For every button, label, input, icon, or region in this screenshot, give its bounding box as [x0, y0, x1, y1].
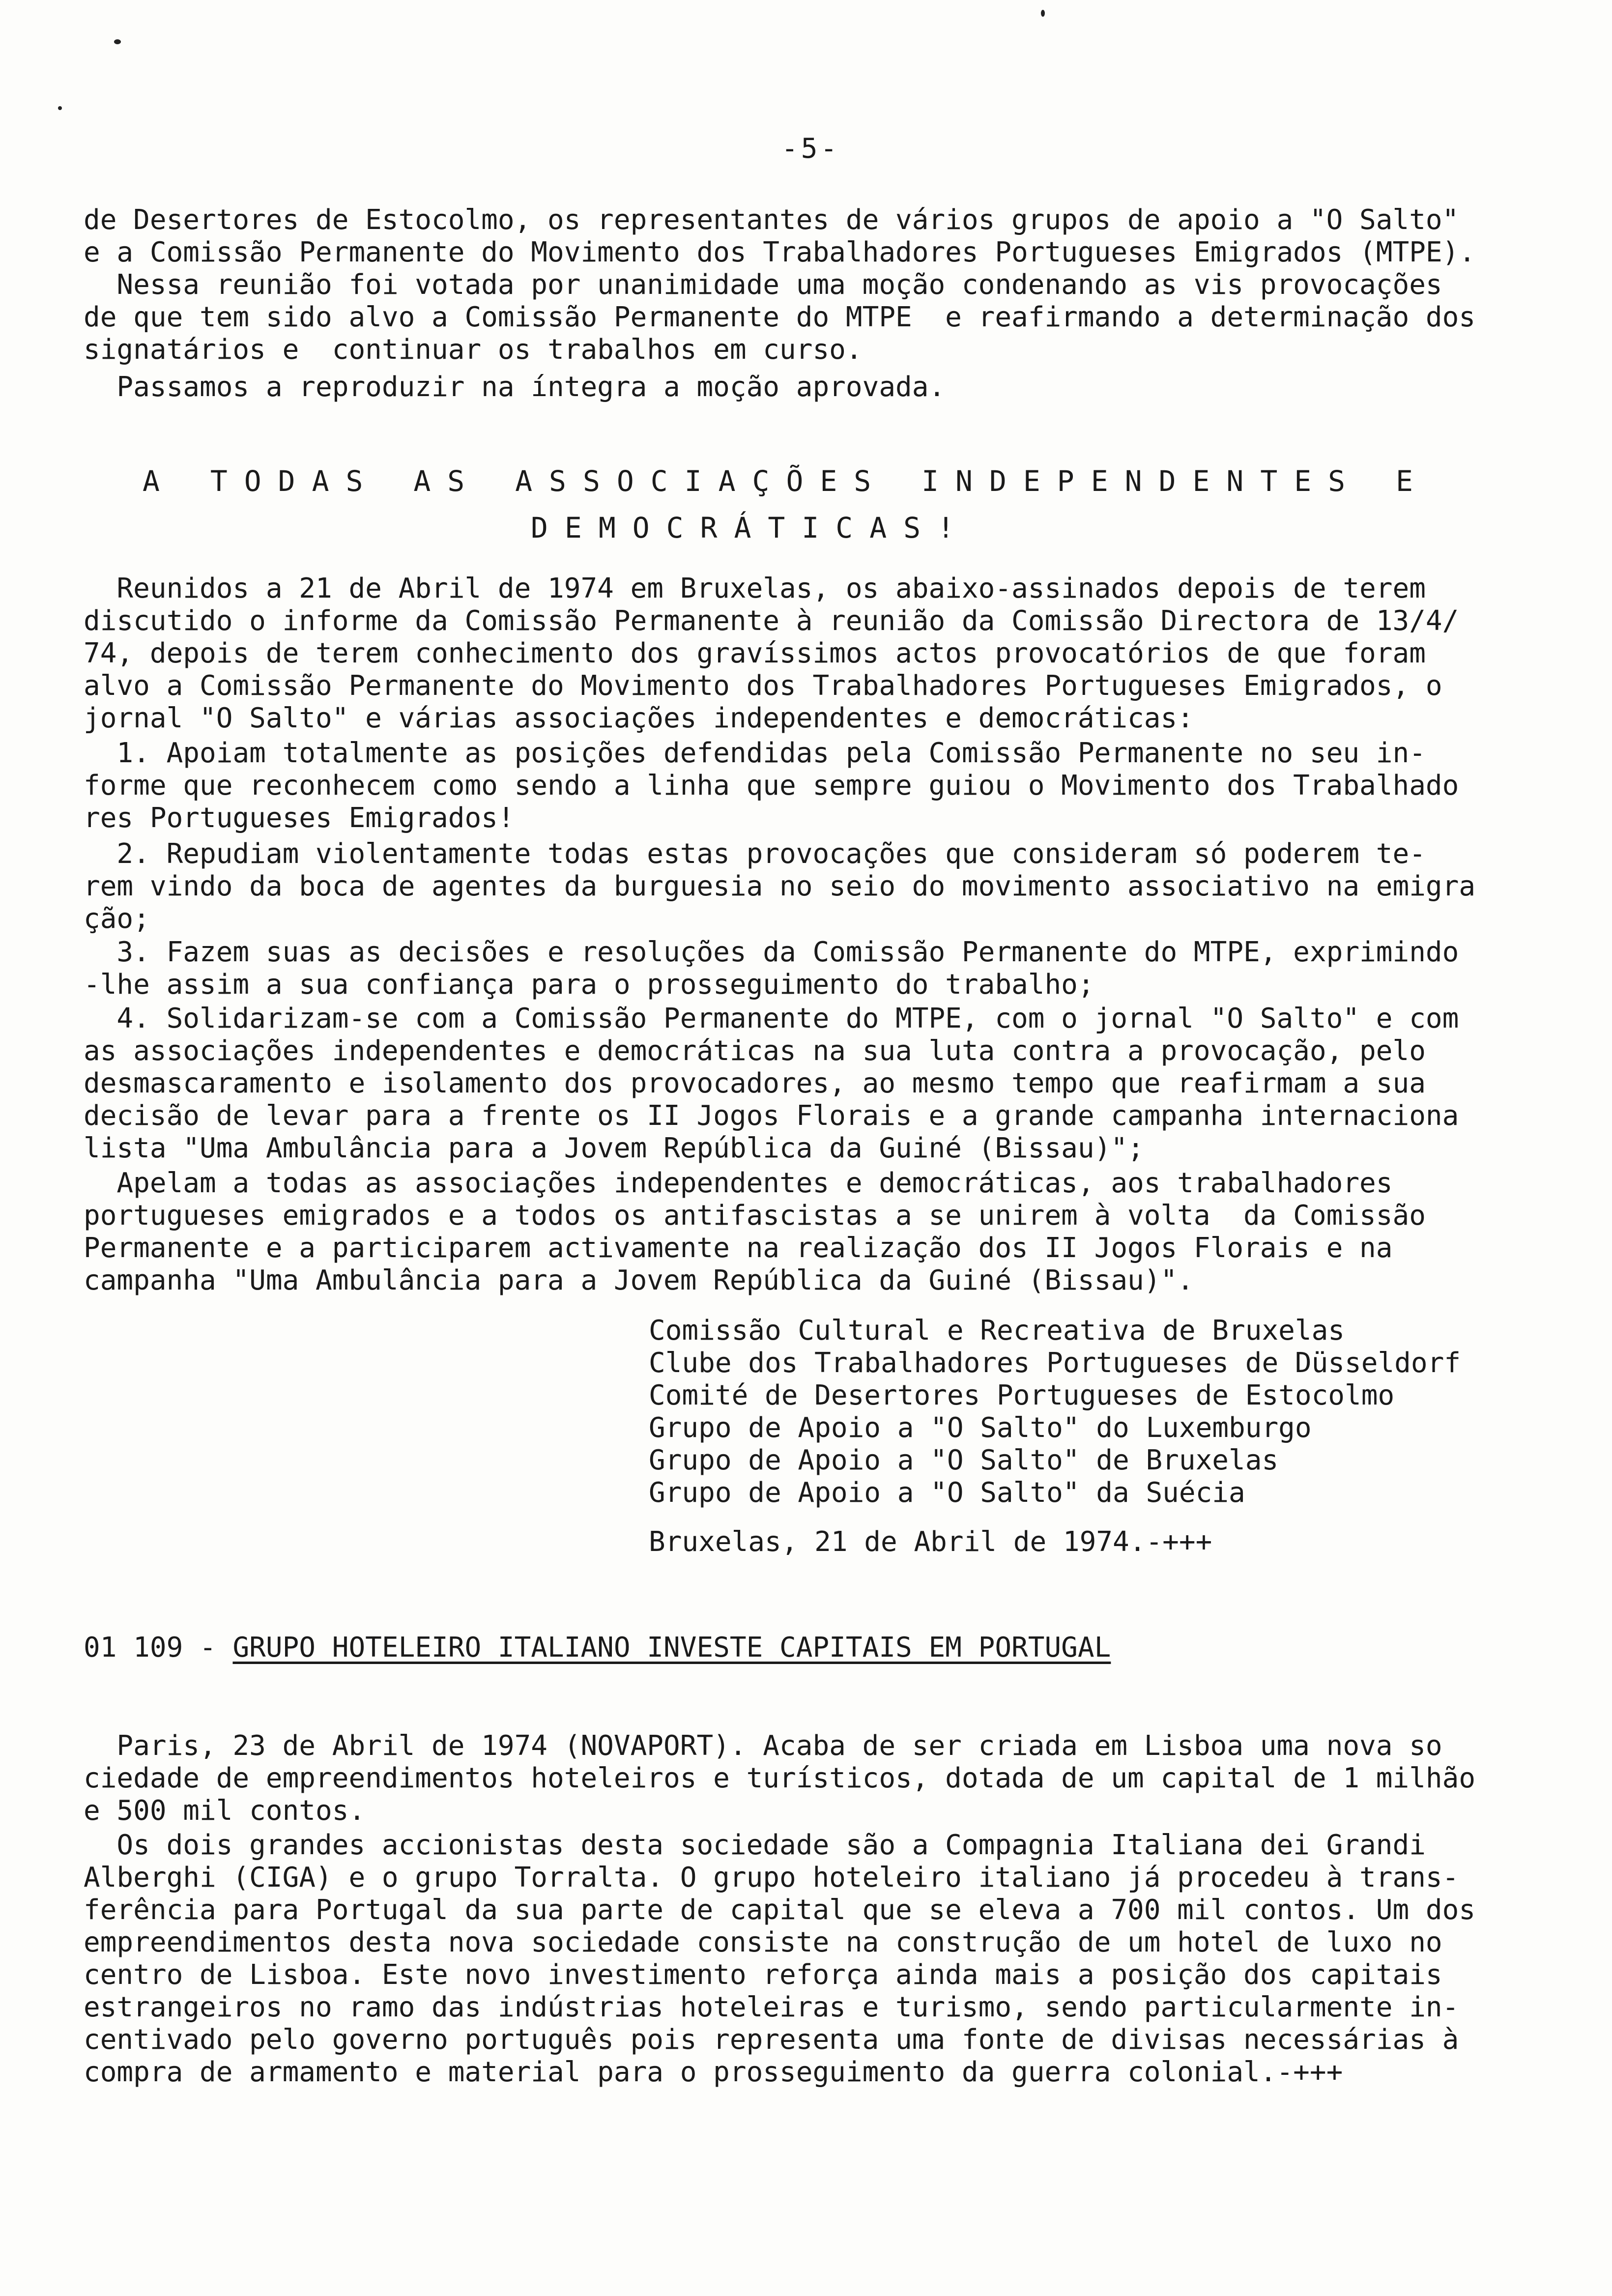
motion-line: ção; — [84, 903, 150, 935]
motion-line: lista "Uma Ambulância para a Jovem República da Guiné (Bissau)"; — [84, 1132, 1144, 1164]
scan-speck — [114, 39, 121, 44]
article-line: centivado pelo governo português pois representa uma fonte de divisas necessárias à — [84, 2024, 1459, 2056]
article-line: ciedade de empreendimentos hoteleiros e turísticos, dotada de um capital de 1 milhão — [84, 1762, 1476, 1794]
signatory: Grupo de Apoio a "O Salto" da Suécia — [649, 1477, 1245, 1509]
scan-speck — [1041, 10, 1045, 17]
article-line: e 500 mil contos. — [84, 1795, 366, 1827]
motion-heading-line-1: A TODAS AS ASSOCIAÇÕES INDEPENDENTES E — [143, 464, 1430, 498]
motion-line: campanha "Uma Ambulância para a Jovem República da Guiné (Bissau)". — [84, 1264, 1194, 1296]
signatory: Grupo de Apoio a "O Salto" de Bruxelas — [649, 1444, 1279, 1476]
motion-line: desmascaramento e isolamento dos provocadores, ao mesmo tempo que reafirmam a sua — [84, 1067, 1426, 1099]
motion-line: decisão de levar para a frente os II Jogos Florais e a grande campanha internaciona — [84, 1100, 1459, 1132]
motion-line: 1. Apoiam totalmente as posições defendidas pela Comissão Permanente no seu in- — [84, 737, 1426, 769]
motion-line: forme que reconhecem como sendo a linha que sempre guiou o Movimento dos Trabalhado — [84, 770, 1459, 802]
article-heading — [84, 1632, 1111, 1664]
page-number: -5- — [781, 133, 840, 165]
article-line: Os dois grandes accionistas desta sociedade são a Compagnia Italiana dei Grandi — [84, 1829, 1426, 1861]
motion-line: 3. Fazem suas as decisões e resoluções da Comissão Permanente do MTPE, exprimindo — [84, 936, 1459, 968]
motion-line: 74, depois de terem conhecimento dos gravíssimos actos provocatórios de que foram — [84, 637, 1426, 669]
signatory: Clube dos Trabalhadores Portugueses de Düsseldorf — [649, 1347, 1461, 1379]
motion-heading-line-2: DEMOCRÁTICAS! — [531, 511, 971, 545]
intro-line: de Desertores de Estocolmo, os representantes de vários grupos de apoio a "O Salto" — [84, 204, 1459, 236]
motion-line: -lhe assim a sua confiança para o prosseguimento do trabalho; — [84, 969, 1094, 1001]
intro-line: signatários e continuar os trabalhos em curso. — [84, 334, 863, 366]
signature-date: Bruxelas, 21 de Abril de 1974.-+++ — [649, 1526, 1212, 1558]
signatory: Grupo de Apoio a "O Salto" do Luxemburgo — [649, 1412, 1312, 1444]
motion-line: jornal "O Salto" e várias associações independentes e democráticas: — [84, 702, 1194, 734]
article-line: estrangeiros no ramo das indústrias hoteleiras e turismo, sendo particularmente in- — [84, 1991, 1459, 2023]
motion-line: rem vindo da boca de agentes da burguesia no seio do movimento associativo na emigra — [84, 870, 1476, 902]
signatory: Comité de Desertores Portugueses de Estocolmo — [649, 1379, 1395, 1411]
motion-line: discutido o informe da Comissão Permanente à reunião da Comissão Directora de 13/4/ — [84, 605, 1459, 637]
motion-line: Reunidos a 21 de Abril de 1974 em Bruxelas, os abaixo-assinados depois de terem — [84, 573, 1426, 604]
motion-line: res Portugueses Emigrados! — [84, 802, 515, 834]
motion-line: alvo a Comissão Permanente do Movimento dos Trabalhadores Portugueses Emigrados, o — [84, 670, 1442, 702]
motion-line: portugueses emigrados e a todos os antifascistas a se unirem à volta da Comissão — [84, 1200, 1426, 1232]
motion-line: 2. Repudiam violentamente todas estas provocações que consideram só poderem te- — [84, 838, 1426, 870]
motion-line: Apelam a todas as associações independentes e democráticas, aos trabalhadores — [84, 1167, 1393, 1199]
signatory: Comissão Cultural e Recreativa de Bruxelas — [649, 1315, 1345, 1347]
article-line: centro de Lisboa. Este novo investimento reforça ainda mais a posição dos capitais — [84, 1959, 1442, 1991]
article-line: empreendimentos desta nova sociedade consiste na construção de um hotel de luxo no — [84, 1926, 1442, 1958]
article-line: Paris, 23 de Abril de 1974 (NOVAPORT). Acaba de ser criada em Lisboa uma nova so — [84, 1730, 1442, 1762]
intro-line: e a Comissão Permanente do Movimento dos Trabalhadores Portugueses Emigrados (MTPE). — [84, 236, 1476, 268]
motion-line: as associações independentes e democráticas na sua luta contra a provocação, pelo — [84, 1035, 1426, 1067]
article-line: compra de armamento e material para o prosseguimento da guerra colonial.-+++ — [84, 2056, 1343, 2088]
article-line: Alberghi (CIGA) e o grupo Torralta. O grupo hoteleiro italiano já procedeu à trans- — [84, 1862, 1459, 1894]
intro-line: de que tem sido alvo a Comissão Permanente do MTPE e reafirmando a determinação dos — [84, 301, 1476, 333]
scan-speck — [58, 106, 62, 110]
motion-line: 4. Solidarizam-se com a Comissão Permanente do MTPE, com o jornal "O Salto" e com — [84, 1003, 1459, 1034]
article-number: 01 109 - — [84, 1632, 233, 1664]
motion-line: Permanente e a participarem activamente na realização dos II Jogos Florais e na — [84, 1232, 1393, 1264]
intro-line: Passamos a reproduzir na íntegra a moção aprovada. — [84, 371, 946, 403]
article-title: GRUPO HOTELEIRO ITALIANO INVESTE CAPITAIS EM PORTUGAL — [232, 1632, 1111, 1664]
article-line: ferência para Portugal da sua parte de capital que se eleva a 700 mil contos. Um dos — [84, 1894, 1476, 1926]
intro-line: Nessa reunião foi votada por unanimidade uma moção condenando as vis provocações — [84, 269, 1442, 301]
